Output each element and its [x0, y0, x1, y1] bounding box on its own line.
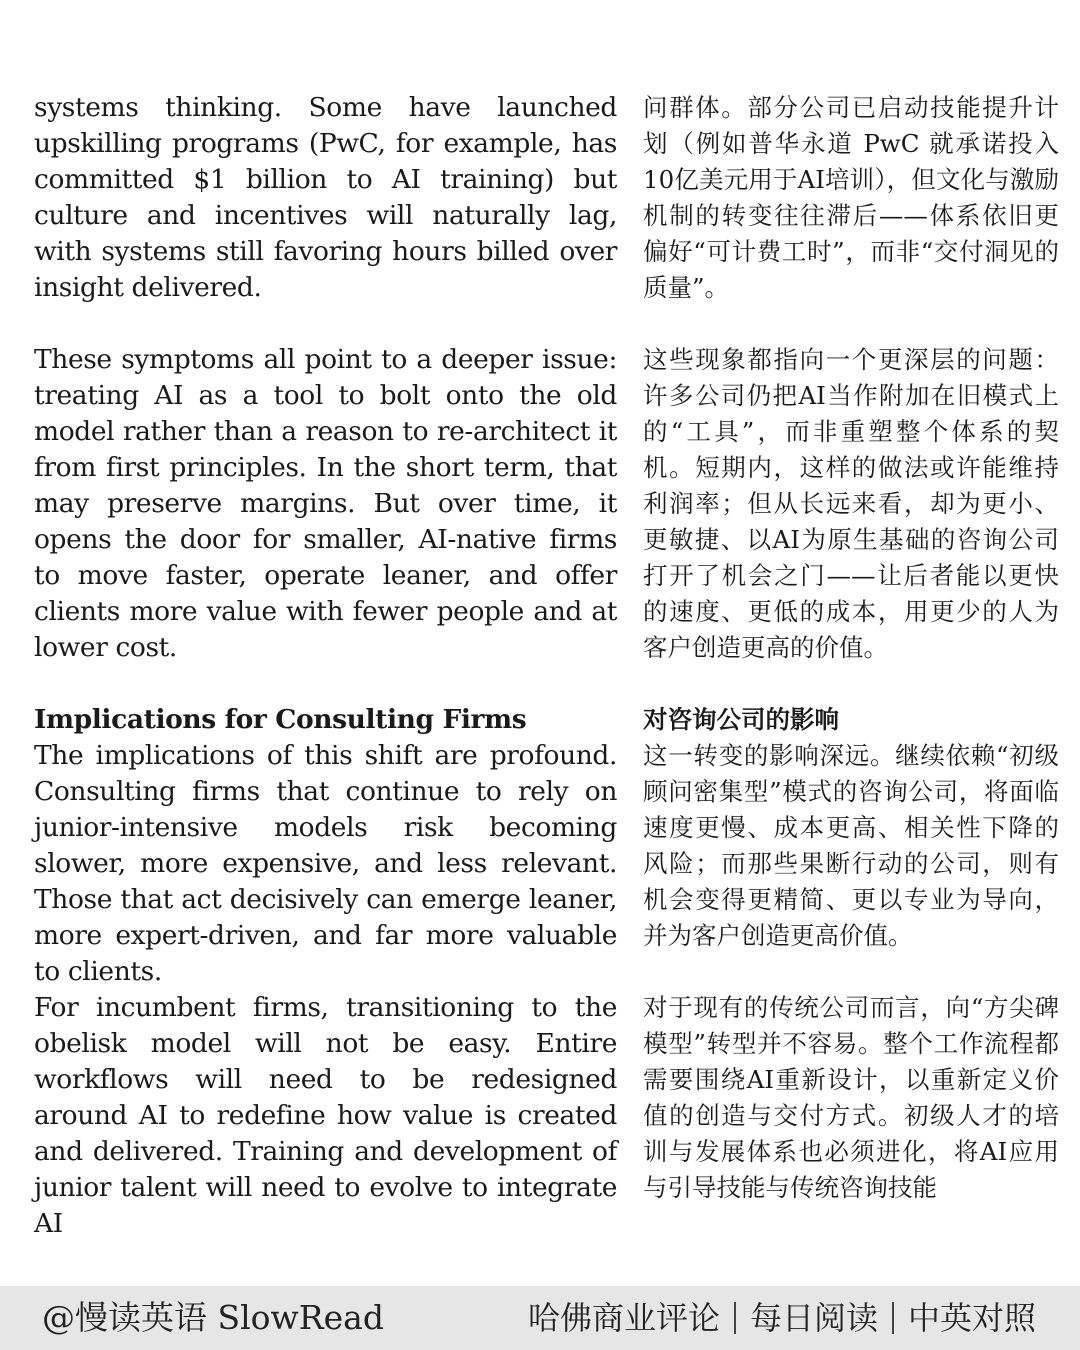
divider — [892, 1302, 894, 1334]
footer-bar — [0, 1286, 1080, 1350]
english-paragraph-4 — [34, 990, 617, 1242]
account-handle: @慢读英语 SlowRead — [42, 1298, 384, 1337]
english-paragraph-1 — [34, 90, 617, 306]
chinese-paragraph-3-text: 这一转变的影响深远。继续依赖“初级顾问密集型”模式的咨询公司，将面临速度更慢、成本更高、相关性下降的风险；而那些果断行动的公司，则有机会变得更精简、更以专业为导向，并为客户创造更高价值。 — [643, 741, 1059, 950]
divider — [734, 1302, 736, 1334]
tag-daily-reading: 每日阅读 — [749, 1299, 878, 1337]
english-paragraph-2-text: These symptoms all point to a deeper issue: treating AI as a tool to bolt onto the old model rather than a reason to re-architect it from first principles. In the short term, that may preserve margins. But over time, it opens the door for smaller, AI-native firms to move faster, operate leaner, and offer clients more value with fewer people and at lower cost. — [34, 344, 617, 663]
chinese-paragraph-4-text: 对于现有的传统公司而言，向“方尖碑模型”转型并不容易。整个工作流程都需要围绕AI重新设计，以重新定义价值的创造与交付方式。初级人才的培训与发展体系也必须进化，将AI应用与引导技能与传统咨询技能 — [643, 993, 1059, 1202]
english-section — [34, 702, 617, 990]
chinese-section-heading: 对咨询公司的影响 — [643, 705, 839, 734]
english-paragraph-4-text: For incumbent firms, transitioning to the obelisk model will not be easy. Entire workflows will need to be redesigned around AI to redefine how value is created and delivered. Training and development of junior talent will need to evolve to integrate AI — [34, 992, 617, 1239]
chinese-paragraph-2-text: 这些现象都指向一个更深层的问题：许多公司仍把AI当作附加在旧模式上的“工具”，而非重塑整个体系的契机。短期内，这样的做法或许能维持利润率；但从长远来看，却为更小、更敏捷、以AI为原生基础的咨询公司打开了机会之门——让后者能以更快的速度、更低的成本，用更少的人为客户创造更高的价值。 — [643, 345, 1059, 662]
tag-bilingual: 中英对照 — [907, 1299, 1036, 1337]
chinese-column — [643, 90, 1059, 1220]
english-paragraph-3-text: The implications of this shift are profound. Consulting firms that continue to rely on junior-intensive models risk becoming slower, more expensive, and less relevant. Those that act decisively can emerge leaner, more expert-driven, and far more valuable to clients. — [34, 740, 617, 987]
english-section-heading: Implications for Consulting Firms — [34, 704, 527, 735]
tag-hbr: 哈佛商业评论 — [527, 1299, 720, 1337]
chinese-paragraph-1-text: 问群体。部分公司已启动技能提升计划（例如普华永道 PwC 就承诺投入10亿美元用于AI培训），但文化与激励机制的转变往往滞后——体系依旧更偏好“可计费工时”，而非“交付洞见的质量”。 — [643, 93, 1059, 302]
chinese-section — [643, 702, 1059, 954]
english-column — [34, 90, 617, 1239]
english-paragraph-2 — [34, 342, 617, 666]
chinese-paragraph-4 — [643, 990, 1059, 1206]
chinese-paragraph-1 — [643, 90, 1059, 306]
english-paragraph-1-text: systems thinking. Some have launched upskilling programs (PwC, for example, has committed $1 billion to AI training) but culture and incentives will naturally lag, with systems still favoring hours billed over insight delivered. — [34, 92, 617, 303]
chinese-paragraph-2 — [643, 342, 1059, 666]
footer-tags — [528, 1296, 1036, 1340]
